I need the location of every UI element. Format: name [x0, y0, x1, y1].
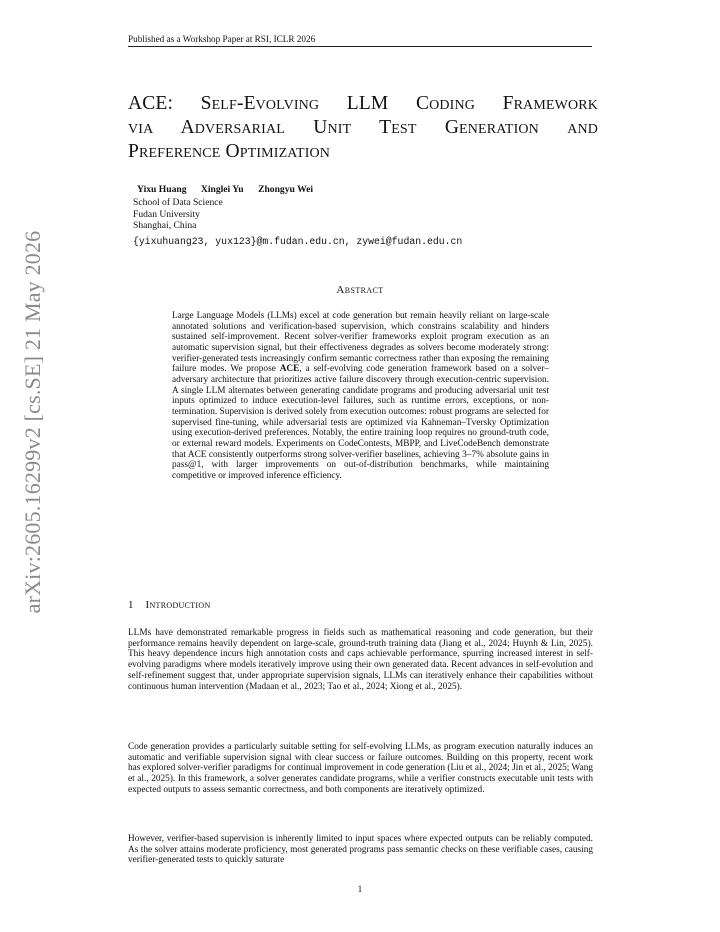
abstract-text-after: , a self-evolving code generation framework based on a solver–adversary architecture that prioritizes active failure discovery through execution-centric supervision. A single LLM alternates between generating candidate programs and producing adversarial unit test inputs optimized to induce execution-level failures, such as runtime errors, exceptions, or non-termination. Supervision is derived solely from execution outcomes: robust programs are selected for supervised fine-tuning, while adversarial tests are optimized via Kahneman–Tversky Optimization using execution-derived preferences. Notably, the entire training loop requires no ground-truth code, or external reward models. Experiments on CodeContests, MBPP, and LiveCodeBench demonstrate that ACE consistently outperforms strong solver-verifier baselines, achieving 3–7% absolute gains in pass@1, with larger improvements on out-of-distribution benchmarks, while maintaining competitive or improved inference efficiency. — [172, 364, 550, 481]
affiliation-location: Shanghai, China — [133, 220, 197, 232]
abstract-heading: Abstract — [336, 284, 384, 296]
section-heading-introduction — [128, 599, 211, 611]
intro-paragraph-2: Code generation provides a particularly suitable setting for self-evolving LLMs, as program execution naturally induces an automatic and verifiable supervision signal with clear success or failure outcomes. Building on this property, recent work has explored solver-verifier paradigms for continual improvement in code generation (Liu et al., 2024; Jin et al., 2025; Wang et al., 2025). In this framework, a solver generates candidate programs, while a verifier constructs executable unit tests with expected outputs to assess semantic correctness, and both components are iteratively optimized. — [128, 742, 593, 795]
title-line-2: via Adversarial Unit Test Generation and — [128, 117, 598, 138]
affiliation-university: Fudan University — [133, 208, 200, 220]
title-line-3: Preference Optimization — [128, 141, 331, 162]
affiliation-school: School of Data Science — [133, 197, 223, 208]
abstract-text-before: Large Language Models (LLMs) excel at code generation but remain heavily reliant on large-scale annotated solutions and verification-based supervision, which constrains scalability and hinders sustained self-improvement. Recent solver-verifier frameworks exploit program execution as an automatic supervision signal, but their effectiveness degrades as solvers become moderately strong: verifier-generated tests increasingly confirm semantic correctness rather than exposing the remaining failure modes. We propose — [172, 311, 549, 375]
arxiv-stamp — [13, 230, 53, 614]
section-number: 1 — [128, 599, 134, 611]
abstract-body — [172, 311, 549, 482]
abstract-method-name: ACE — [279, 364, 300, 375]
author-name: Yixu Huang — [137, 184, 187, 195]
author-emails: {yixuhuang23, yux123}@m.fudan.edu.cn, zywei@fudan.edu.cn — [133, 236, 463, 247]
section-title: Introduction — [145, 599, 211, 611]
affiliation-block — [133, 197, 223, 232]
author-name: Xinglei Yu — [200, 184, 244, 195]
intro-paragraph-1: LLMs have demonstrated remarkable progress in fields such as mathematical reasoning and code generation, but their performance remains heavily dependent on large-scale, ground-truth training data (Jiang et al., 2024; Huynh & Lin, 2025). This heavy dependence incurs high annotation costs and caps achievable performance, spurring increased interest in self-evolving paradigms where models iteratively improve using their own generated data. Recent advances in self-evolution and self-refinement suggest that, under appropriate supervision signals, LLMs can iteratively enhance their capabilities without continuous human intervention (Madaan et al., 2023; Tao et al., 2024; Xiong et al., 2025). — [128, 628, 593, 692]
running-header: Published as a Workshop Paper at RSI, ICLR 2026 — [128, 34, 592, 47]
page-number: 1 — [357, 885, 363, 895]
author-list — [137, 184, 325, 195]
title-line-1: ACE: Self-Evolving LLM Coding Framework — [128, 93, 598, 114]
paper-title — [128, 92, 598, 164]
author-name: Zhongyu Wei — [258, 184, 314, 195]
arxiv-stamp-text: arXiv:2605.16299v2 [cs.SE] 21 May 2026 — [20, 230, 45, 614]
intro-paragraph-3: However, verifier-based supervision is inherently limited to input spaces where expected outputs can be reliably computed. As the solver attains moderate proficiency, most generated programs pass semantic checks on these verifiable cases, causing verifier-generated tests to quickly saturate — [128, 834, 593, 866]
